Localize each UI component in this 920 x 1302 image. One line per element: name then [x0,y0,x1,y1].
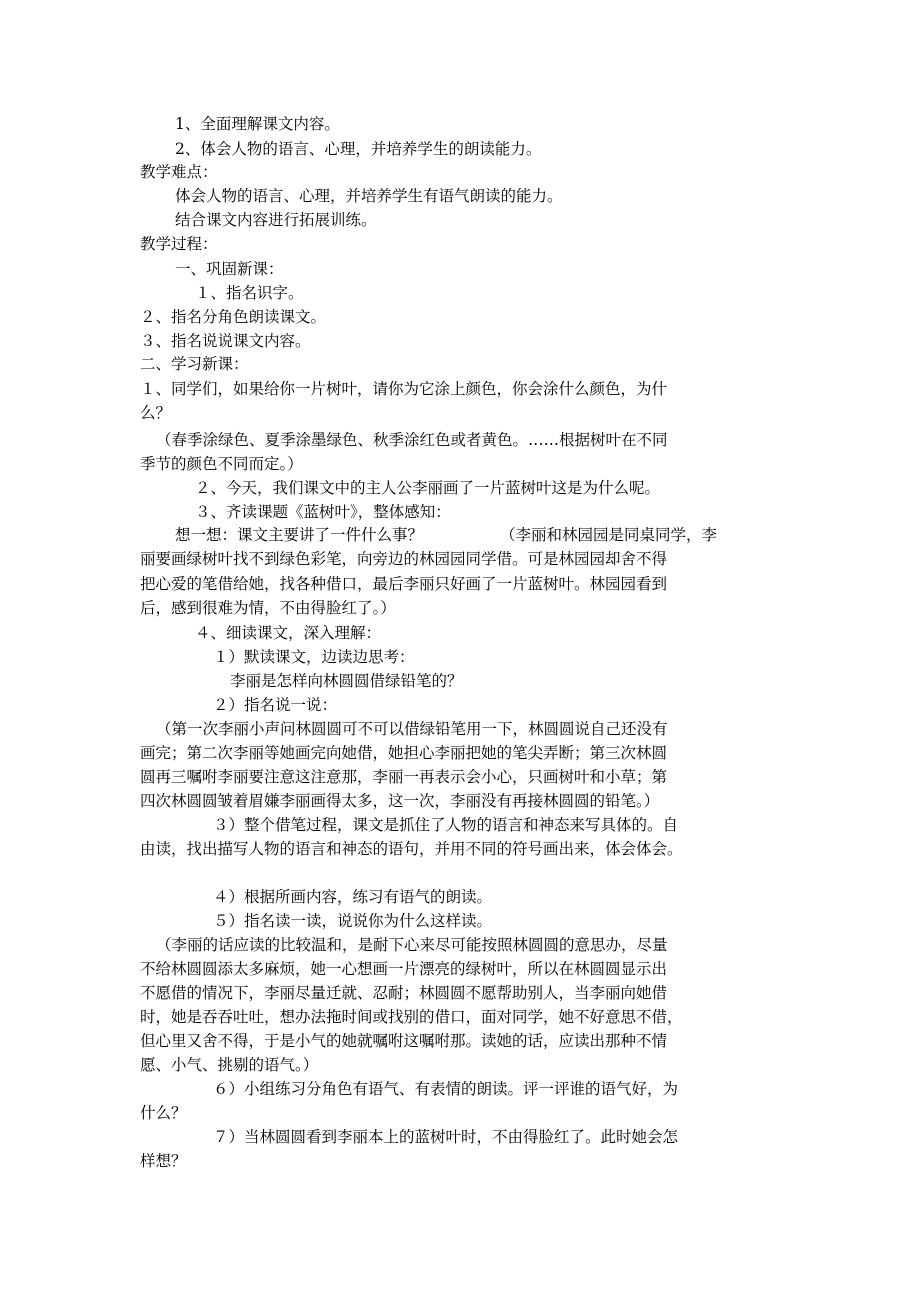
sub-step-7-line2: 样想？ [140,1152,187,1170]
part1-heading: 一、巩固新课： [175,260,284,278]
sub-step-5-answer-line1: （李丽的话应读的比较温和，是耐下心来尽可能按照林圆圆的意思办，尽量 [156,936,668,954]
process-heading: 教学过程： [140,235,218,253]
part2-a1-line1: （春季涂绿色、夏季涂墨绿色、秋季涂红色或者黄色。……根据树叶在不同 [156,431,668,449]
sub-step-5-answer-line5: 但心里又舍不得，于是小气的她就嘱咐这嘱咐那。读她的话，应读出那种不情 [140,1032,668,1050]
difficulty-item-1: 体会人物的语言、心理，并培养学生有语气朗读的能力。 [175,187,563,205]
part2-q1-line1: １、同学们，如果给你一片树叶，请你为它涂上颜色，你会涂什么颜色，为什 [140,380,668,398]
goal-item-2: 2、体会人物的语言、心理，并培养学生的朗读能力。 [175,140,542,158]
sub-step-5-answer-line2: 不给林圆圆添太多麻烦，她一心想画一片漂亮的绿树叶，所以在林圆圆显示出 [140,960,668,978]
sub-step-3-line1: ３）整个借笔过程，课文是抓住了人物的语言和神态来写具体的。自 [213,816,679,834]
sub-step-5-answer-line4: 时，她是吞吞吐吐，想办法拖时间或找别的借口，面对同学，她不好意思不借， [140,1008,683,1026]
sub-step-6-line2: 什么？ [140,1104,187,1122]
sub-step-5-answer-line6: 愿、小气、挑剔的语气。） [140,1056,319,1074]
part2-step-3: ３、齐读课题《蓝树叶》，整体感知： [195,503,451,521]
part2-step-2: ２、今天，我们课文中的主人公李丽画了一片蓝树叶这是为什么呢。 [195,479,661,497]
sub-step-2-answer-line4: 四次林圆圆皱着眉嫌李丽画得太多，这一次，李丽没有再接林圆圆的铅笔。） [140,792,660,810]
sub-step-2-answer-line3: 圆再三嘱咐李丽要注意这注意那，李丽一再表示会小心，只画树叶和小草；第 [140,768,668,786]
difficulty-item-2: 结合课文内容进行拓展训练。 [175,211,377,229]
think-question: 想一想：课文主要讲了一件什么事？ [175,526,424,544]
sub-step-5: ５）指名读一读，说说你为什么这样读。 [213,912,493,930]
part2-a1-line2: 季节的颜色不同而定。） [140,455,303,473]
part2-step-4: ４、细读课文，深入理解： [195,624,382,642]
sub-step-1-question: 李丽是怎样向林圆圆借绿铅笔的？ [230,672,463,690]
sub-step-2: ２）指名说一说： [213,696,338,714]
sub-step-1: １）默读课文，边读边思考： [213,648,415,666]
part1-step-2: ２、指名分角色朗读课文。 [140,308,327,326]
goal-item-1: 1、全面理解课文内容。 [175,115,340,133]
sub-step-3-line2: 由读，找出描写人物的语言和神态的语句，并用不同的符号画出来，体会体会。 [140,840,683,858]
sub-step-7-line1: ７）当林圆圆看到李丽本上的蓝树叶时，不由得脸红了。此时她会怎 [213,1128,679,1146]
part2-q1-line2: 么？ [140,404,172,422]
part1-step-3: ３、指名说说课文内容。 [140,332,311,350]
part1-step-1: １、指名识字。 [195,284,304,302]
think-answer-line2: 丽要画绿树叶找不到绿色彩笔，向旁边的林园园同学借。可是林园园却舍不得 [140,550,668,568]
sub-step-4: ４）根据所画内容，练习有语气的朗读。 [213,888,493,906]
think-answer-line1: （李丽和林园园是同桌同学，李 [500,526,718,544]
sub-step-2-answer-line2: 画完；第二次李丽等她画完向她借，她担心李丽把她的笔尖弄断；第三次林圆 [140,744,668,762]
sub-step-5-answer-line3: 不愿借的情况下，李丽尽量迁就、忍耐；林圆圆不愿帮助别人，当李丽向她借 [140,984,668,1002]
sub-step-6-line1: ６）小组练习分角色有语气、有表情的朗读。评一评谁的语气好，为 [213,1080,679,1098]
sub-step-2-answer-line1: （第一次李丽小声问林圆圆可不可以借绿铅笔用一下，林圆圆说自己还没有 [156,720,668,738]
think-answer-line3: 把心爱的笔借给她，找各种借口，最后李丽只好画了一片蓝树叶。林园园看到 [140,575,668,593]
difficulty-heading: 教学难点： [140,163,218,181]
part2-heading: 二、学习新课： [140,355,249,373]
think-answer-line4: 后，感到很难为情，不由得脸红了。） [140,599,396,617]
